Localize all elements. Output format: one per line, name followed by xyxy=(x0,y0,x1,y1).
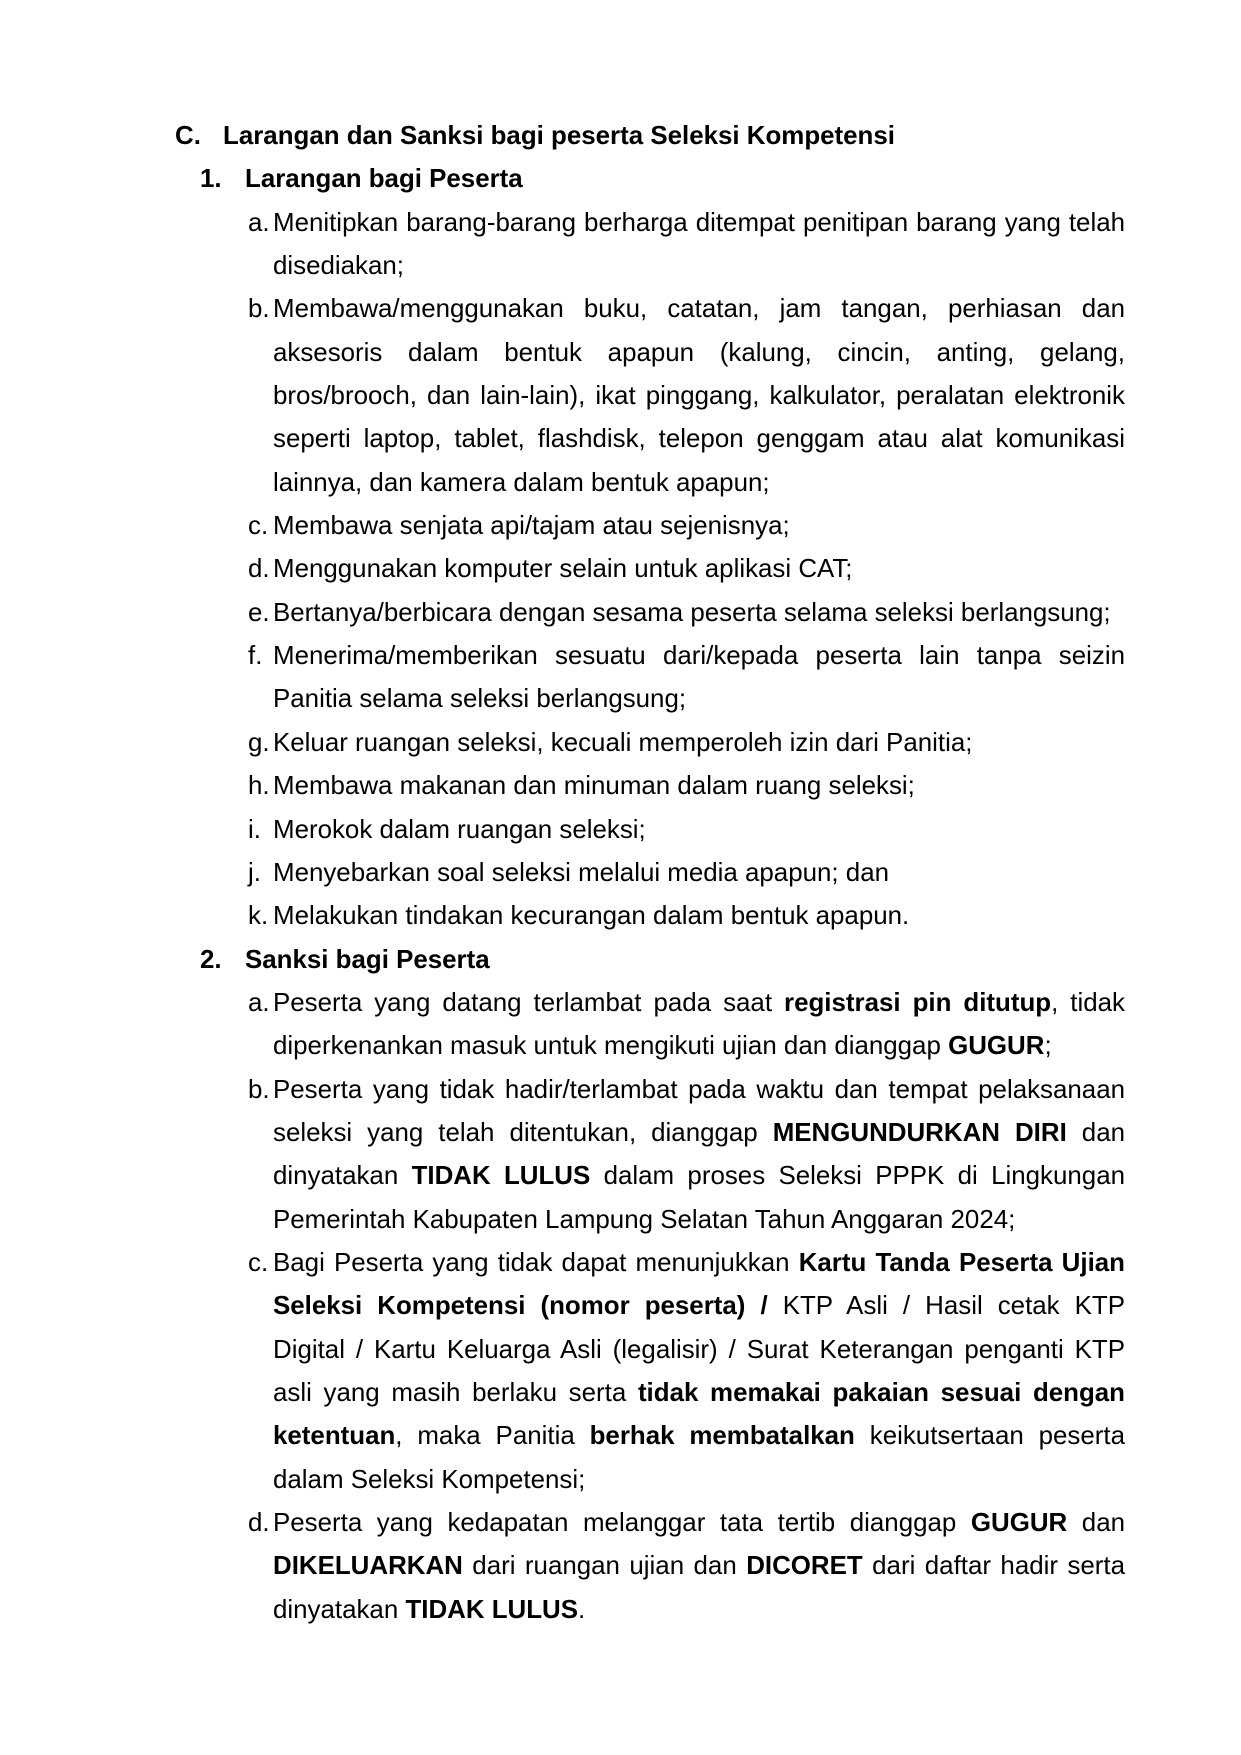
item-label: i. xyxy=(248,815,261,844)
item-text: Membawa/menggunakan buku, catatan, jam tangan, perhiasan dan aksesoris dalam bentuk apapun (kalung, cincin, anting, gelang, bros/brooch, dan lain-lain), ikat pinggang, kalkulator, peralatan elektronik seperti laptop, tablet, flashdisk, telepon genggam atau alat komunikasi lainnya, dan kamera dalam bentuk apapun; xyxy=(273,295,1125,497)
item-label: c. xyxy=(248,1248,269,1277)
item-1c xyxy=(0,505,1241,548)
item-text: Bagi Peserta yang tidak dapat menunjukkan Kartu Tanda Peserta Ujian Seleksi Kompetensi (nomor peserta) / KTP Asli / Hasil cetak KTP Digital / Kartu Keluarga Asli (legalisir) / Surat Keterangan penganti KTP asli yang masih berlaku serta tidak memakai pakaian sesuai dengan ketentuan, maka Panitia berhak membatalkan keikutsertaan peserta dalam Seleksi Kompetensi; xyxy=(273,1248,1125,1494)
subsection-2-heading xyxy=(0,939,1241,982)
item-text: Menyebarkan soal seleksi melalui media apapun; dan xyxy=(273,858,889,887)
item-text: Menggunakan komputer selain untuk aplikasi CAT; xyxy=(273,555,853,584)
item-text: Keluar ruangan seleksi, kecuali memperoleh izin dari Panitia; xyxy=(273,728,973,757)
item-text: Bertanya/berbicara dengan sesama peserta selama seleksi berlangsung; xyxy=(273,598,1111,627)
item-label: h. xyxy=(248,772,270,801)
section-label: C. xyxy=(175,122,201,150)
item-1j xyxy=(0,852,1241,895)
item-label: g. xyxy=(248,728,270,757)
item-label: c. xyxy=(248,512,269,541)
item-text: Peserta yang kedapatan melanggar tata tertib dianggap GUGUR dan DIKELUARKAN dari ruangan ujian dan DICORET dari daftar hadir serta dinyatakan TIDAK LULUS. xyxy=(273,1509,1125,1624)
item-label: j. xyxy=(248,858,261,887)
section-heading xyxy=(0,115,1241,158)
subsection-1-heading xyxy=(0,158,1241,201)
subsection-1-label: 1. xyxy=(200,165,222,194)
item-2c xyxy=(0,1242,1241,1502)
item-label: a. xyxy=(248,208,270,237)
item-text: Menitipkan barang-barang berharga ditempat penitipan barang yang telah disediakan; xyxy=(273,208,1125,281)
item-label: a. xyxy=(248,988,270,1017)
item-1g xyxy=(0,722,1241,765)
item-text: Membawa senjata api/tajam atau sejenisnya; xyxy=(273,512,790,541)
item-2a xyxy=(0,982,1241,1069)
subsection-2-label: 2. xyxy=(200,945,222,974)
item-1i xyxy=(0,809,1241,852)
item-label: d. xyxy=(248,555,270,584)
item-text: Menerima/memberikan sesuatu dari/kepada peserta lain tanpa seizin Panitia selama seleksi berlangsung; xyxy=(273,642,1125,714)
item-1h xyxy=(0,765,1241,808)
item-1b xyxy=(0,288,1241,505)
item-label: k. xyxy=(248,902,269,931)
item-text: Membawa makanan dan minuman dalam ruang seleksi; xyxy=(273,772,915,801)
item-text: Merokok dalam ruangan seleksi; xyxy=(273,815,646,844)
item-label: b. xyxy=(248,295,270,324)
item-1d xyxy=(0,548,1241,591)
item-2b xyxy=(0,1069,1241,1242)
item-1k xyxy=(0,895,1241,938)
item-label: e. xyxy=(248,598,270,627)
item-label: f. xyxy=(248,642,263,671)
section-title: Larangan dan Sanksi bagi peserta Seleksi Kompetensi xyxy=(223,122,895,150)
item-1e xyxy=(0,592,1241,635)
item-text: Peserta yang datang terlambat pada saat registrasi pin ditutup, tidak diperkenankan masuk untuk mengikuti ujian dan dianggap GUGUR; xyxy=(273,988,1125,1061)
item-label: b. xyxy=(248,1075,270,1104)
item-1f xyxy=(0,635,1241,722)
item-2d xyxy=(0,1502,1241,1632)
subsection-1-title: Larangan bagi Peserta xyxy=(245,165,523,194)
item-text: Melakukan tindakan kecurangan dalam bentuk apapun. xyxy=(273,902,910,931)
subsection-2-title: Sanksi bagi Peserta xyxy=(245,945,490,974)
item-text: Peserta yang tidak hadir/terlambat pada waktu dan tempat pelaksanaan seleksi yang telah ditentukan, dianggap MENGUNDURKAN DIRI dan dinyatakan TIDAK LULUS dalam proses Seleksi PPPK di Lingkungan Pemerintah Kabupaten Lampung Selatan Tahun Anggaran 2024; xyxy=(273,1075,1125,1234)
item-1a xyxy=(0,202,1241,289)
item-label: d. xyxy=(248,1509,270,1537)
